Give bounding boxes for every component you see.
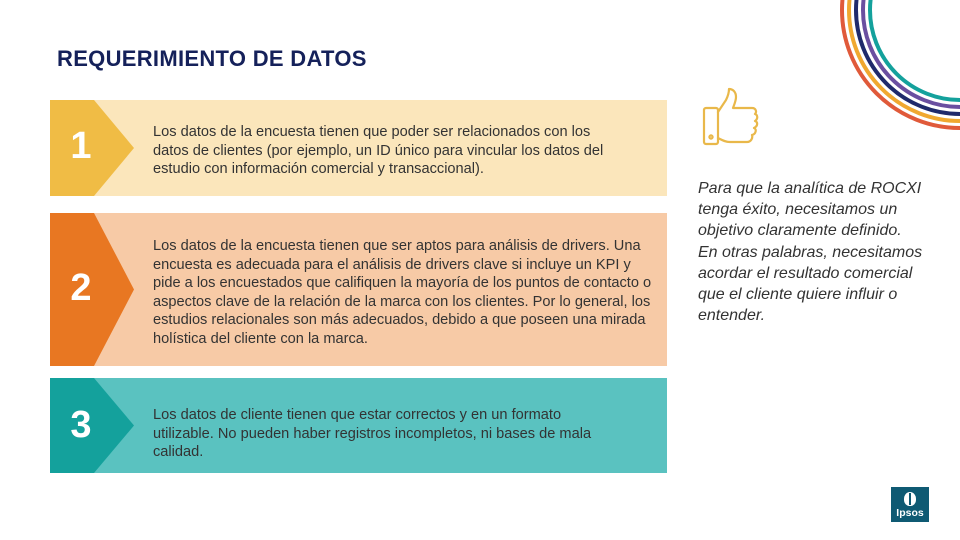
decorative-arcs [810, 0, 960, 135]
row-3-number: 3 [70, 404, 92, 446]
ipsos-logo [891, 487, 929, 522]
row-2-text: Los datos de la encuesta tienen que ser aptos para análisis de drivers. Una encuesta es adecuada para el análisis de drivers clave si incluye un KPI y pide a los encuestados que califiquen la mayoría de los puntos de contacto o aspectos clave de la relación de la marca con los clientes. Por lo general, los estudios relacionales son más adecuados, debido a que poseen una mirada holística del cliente con la marca. [153, 238, 652, 347]
side-note: Para que la analítica de ROCXI tenga éxito, necesitamos un objetivo claramente definido. En otras palabras, necesitamos acordar el resultado comercial que el cliente quiere influir o entender. [698, 180, 923, 325]
row-2-number: 2 [70, 267, 92, 309]
ipsos-logo-mark [904, 492, 916, 506]
slide-title: REQUERIMIENTO DE DATOS [57, 46, 367, 71]
thumbs-up-icon [700, 86, 762, 148]
ipsos-logo-text: Ipsos [896, 507, 924, 519]
requirement-row-1 [50, 100, 667, 196]
row-3-text: Los datos de cliente tienen que estar correctos y en un formato utilizable. No pueden haber registros incompletos, ni bases de mala calidad. [153, 407, 592, 460]
requirement-row-2 [50, 213, 667, 366]
row-1-text: Los datos de la encuesta tienen que poder ser relacionados con los datos de clientes (por ejemplo, un ID único para vincular los datos del estudio con información comercial y transaccional). [153, 124, 604, 177]
requirement-row-3 [50, 378, 667, 473]
row-1-number: 1 [70, 125, 92, 167]
